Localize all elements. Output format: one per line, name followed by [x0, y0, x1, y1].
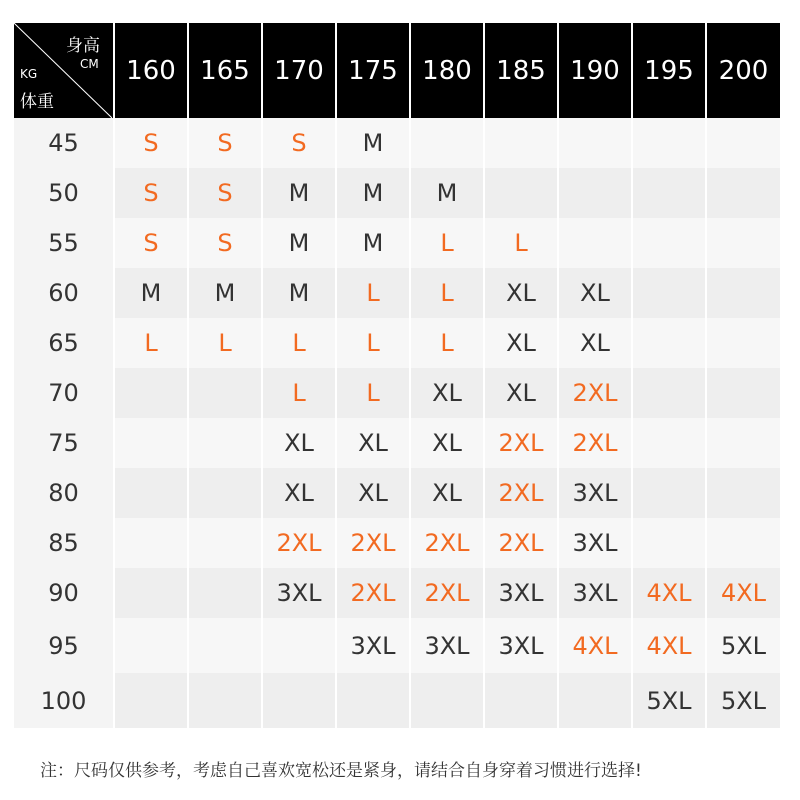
size-cell: 3XL — [484, 568, 558, 618]
size-cell — [410, 673, 484, 728]
size-cell — [706, 468, 780, 518]
size-cell: L — [336, 368, 410, 418]
size-cell: XL — [484, 268, 558, 318]
size-cell — [262, 618, 336, 673]
size-cell — [558, 673, 632, 728]
size-cell — [114, 618, 188, 673]
size-cell — [484, 168, 558, 218]
size-cell — [706, 218, 780, 268]
size-cell: 5XL — [706, 618, 780, 673]
size-cell — [632, 218, 706, 268]
size-cell: XL — [262, 468, 336, 518]
height-header-180: 180 — [410, 23, 484, 118]
size-cell — [188, 418, 262, 468]
size-cell: L — [336, 268, 410, 318]
size-cell: S — [114, 218, 188, 268]
weight-cell: 80 — [14, 468, 114, 518]
size-cell: XL — [558, 318, 632, 368]
size-cell: XL — [410, 418, 484, 468]
height-header-170: 170 — [262, 23, 336, 118]
height-unit: CM — [80, 57, 99, 71]
size-cell — [114, 418, 188, 468]
size-chart-table — [14, 23, 780, 728]
size-cell: 3XL — [410, 618, 484, 673]
size-cell — [632, 318, 706, 368]
size-cell: S — [188, 168, 262, 218]
size-cell: 3XL — [558, 468, 632, 518]
size-cell: 2XL — [558, 418, 632, 468]
weight-cell: 55 — [14, 218, 114, 268]
size-cell: 3XL — [558, 518, 632, 568]
table-row — [14, 618, 780, 673]
size-cell — [558, 218, 632, 268]
size-cell: XL — [484, 368, 558, 418]
table-row — [14, 168, 780, 218]
size-cell: M — [336, 168, 410, 218]
size-cell — [484, 118, 558, 168]
size-cell: 2XL — [336, 568, 410, 618]
size-cell: 2XL — [484, 518, 558, 568]
size-cell: XL — [262, 418, 336, 468]
size-cell — [336, 673, 410, 728]
weight-unit: KG — [20, 67, 38, 81]
height-label: 身高 — [66, 36, 100, 56]
size-cell: 3XL — [484, 618, 558, 673]
table-row — [14, 673, 780, 728]
size-cell: XL — [484, 318, 558, 368]
size-cell — [114, 673, 188, 728]
size-cell — [632, 168, 706, 218]
height-header-190: 190 — [558, 23, 632, 118]
size-cell: M — [262, 168, 336, 218]
size-cell: S — [114, 118, 188, 168]
weight-cell: 90 — [14, 568, 114, 618]
size-cell: L — [188, 318, 262, 368]
corner-header-cell — [14, 23, 114, 118]
header-row — [14, 23, 780, 118]
height-header-195: 195 — [632, 23, 706, 118]
weight-cell: 75 — [14, 418, 114, 468]
size-cell: L — [262, 318, 336, 368]
table-row — [14, 318, 780, 368]
size-cell: 4XL — [632, 568, 706, 618]
size-cell — [632, 118, 706, 168]
size-cell: 2XL — [262, 518, 336, 568]
size-cell: XL — [558, 268, 632, 318]
weight-cell: 100 — [14, 673, 114, 728]
table-row — [14, 218, 780, 268]
size-cell — [410, 118, 484, 168]
size-cell: 2XL — [336, 518, 410, 568]
size-cell — [632, 368, 706, 418]
weight-label: 体重 — [20, 92, 54, 112]
size-cell: S — [114, 168, 188, 218]
size-cell: 5XL — [706, 673, 780, 728]
size-cell: 3XL — [336, 618, 410, 673]
weight-cell: 95 — [14, 618, 114, 673]
weight-cell: 85 — [14, 518, 114, 568]
size-cell: M — [336, 118, 410, 168]
size-cell: 5XL — [632, 673, 706, 728]
table-row — [14, 518, 780, 568]
size-cell: 4XL — [706, 568, 780, 618]
size-cell — [706, 418, 780, 468]
size-cell: L — [410, 318, 484, 368]
size-cell — [706, 118, 780, 168]
size-cell: S — [262, 118, 336, 168]
size-cell: XL — [410, 368, 484, 418]
size-cell: 2XL — [410, 518, 484, 568]
size-cell — [188, 673, 262, 728]
table-row — [14, 118, 780, 168]
size-cell: L — [410, 268, 484, 318]
size-cell — [188, 368, 262, 418]
size-cell — [114, 468, 188, 518]
size-cell — [706, 518, 780, 568]
size-cell: 4XL — [558, 618, 632, 673]
size-cell — [706, 368, 780, 418]
height-header-165: 165 — [188, 23, 262, 118]
size-cell: M — [262, 268, 336, 318]
size-cell: 3XL — [262, 568, 336, 618]
weight-cell: 50 — [14, 168, 114, 218]
size-cell: XL — [336, 468, 410, 518]
size-cell — [632, 518, 706, 568]
weight-cell: 70 — [14, 368, 114, 418]
weight-cell: 60 — [14, 268, 114, 318]
size-cell — [558, 168, 632, 218]
size-cell — [632, 268, 706, 318]
size-cell: M — [410, 168, 484, 218]
size-cell — [114, 518, 188, 568]
size-cell: L — [114, 318, 188, 368]
table-row — [14, 268, 780, 318]
size-cell: M — [114, 268, 188, 318]
height-header-160: 160 — [114, 23, 188, 118]
size-cell — [188, 468, 262, 518]
height-header-185: 185 — [484, 23, 558, 118]
size-cell: 3XL — [558, 568, 632, 618]
size-cell: M — [188, 268, 262, 318]
size-cell: 2XL — [484, 468, 558, 518]
size-cell: L — [484, 218, 558, 268]
size-cell — [632, 418, 706, 468]
size-cell: XL — [410, 468, 484, 518]
table-row — [14, 368, 780, 418]
size-cell — [188, 618, 262, 673]
size-chart-body — [14, 118, 780, 728]
height-header-200: 200 — [706, 23, 780, 118]
size-cell — [188, 568, 262, 618]
size-cell: L — [410, 218, 484, 268]
size-cell: XL — [336, 418, 410, 468]
size-cell: 2XL — [558, 368, 632, 418]
size-cell: 2XL — [484, 418, 558, 468]
size-cell: M — [262, 218, 336, 268]
size-cell — [262, 673, 336, 728]
size-cell: S — [188, 118, 262, 168]
weight-cell: 45 — [14, 118, 114, 168]
table-row — [14, 418, 780, 468]
table-row — [14, 568, 780, 618]
size-cell — [114, 368, 188, 418]
size-cell — [188, 518, 262, 568]
size-cell: S — [188, 218, 262, 268]
size-cell: M — [336, 218, 410, 268]
size-cell: 2XL — [410, 568, 484, 618]
size-cell — [484, 673, 558, 728]
table-row — [14, 468, 780, 518]
height-header-175: 175 — [336, 23, 410, 118]
size-cell — [706, 168, 780, 218]
size-cell: L — [262, 368, 336, 418]
size-cell — [114, 568, 188, 618]
size-cell: 4XL — [632, 618, 706, 673]
size-cell — [632, 468, 706, 518]
size-cell — [706, 318, 780, 368]
weight-cell: 65 — [14, 318, 114, 368]
size-note: 注：尺码仅供参考，考虑自己喜欢宽松还是紧身，请结合自身穿着习惯进行选择! — [40, 761, 642, 781]
size-cell: L — [336, 318, 410, 368]
size-cell — [706, 268, 780, 318]
size-cell — [558, 118, 632, 168]
